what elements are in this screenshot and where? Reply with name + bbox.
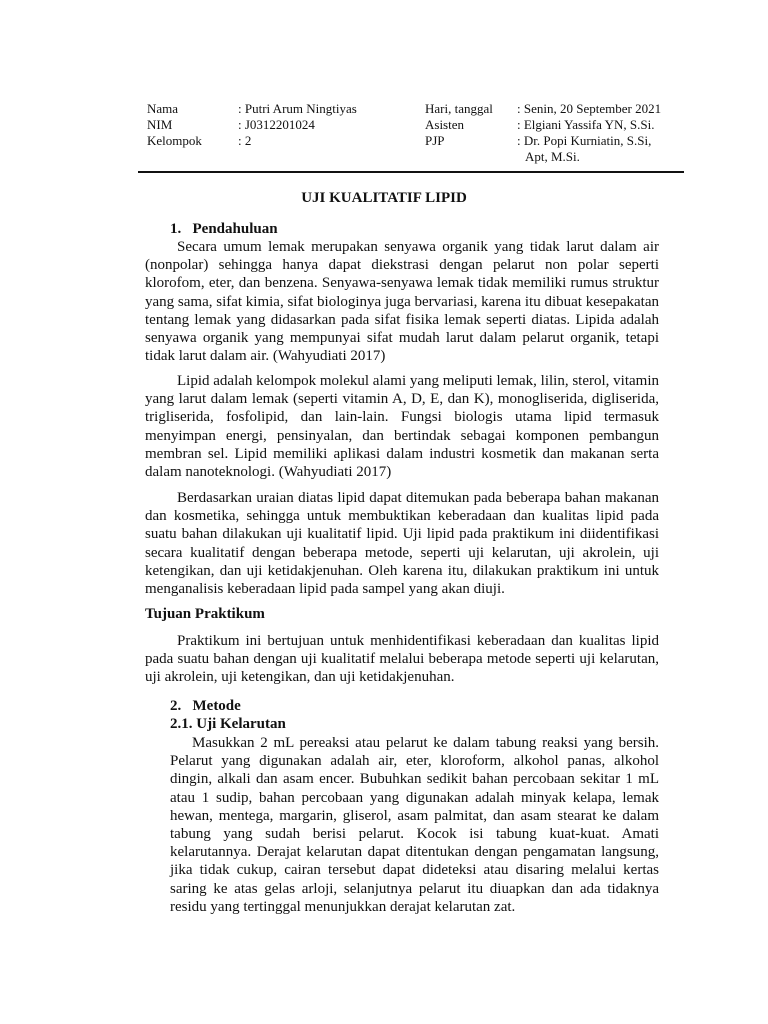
header-labels-left <box>147 101 202 149</box>
value-pjp: : Dr. Popi Kurniatin, S.Si, <box>517 133 652 148</box>
paragraph-intro-3: Berdasarkan uraian diatas lipid dapat ditemukan pada beberapa bahan makanan dan kosmetika, sehingga untuk membuktikan keberadaan dan kualitas lipid pada suatu bahan dilakukan uji kualitatif lipid. Uji lipid pada praktikum ini diidentifikasi secara kualitatif dengan beberapa metode, seperti uji kelarutan, uji akrolein, uji ketengikan, dan uji ketidakjenuhan. Oleh karena itu, dilakukan praktikum ini untuk menganalisis keberadaan lipid pada sampel yang akan diuji. <box>145 490 659 598</box>
header-divider <box>138 171 684 173</box>
paragraph-uji-kelarutan: Masukkan 2 mL pereaksi atau pelarut ke dalam tabung reaksi yang bersih. Pelarut yang digunakan adalah air, eter, kloroform, alkohol panas, alkohol dingin, alkali dan asam encer. Bubuhkan sedikit bahan percobaan sekitar 1 mL atau 1 sudip, bahan percobaan yang digunakan adalah minyak kelapa, lemak hewan, mentega, margarin, gliserol, asam palmitat, dan asam stearat ke dalam tabung yang sudah berisi pelarut. Kocok isi tabung kuat-kuat. Amati kelarutannya. Derajat kelarutan dapat ditentukan dengan pengamatan langsung, jika tidak cukup, cairan tersebut dapat dideteksi atau disaring melalui kertas saring ke atas gelas arloji, selanjutnya pelarut itu diuapkan dan ada tidaknya residu yang tertinggal menunjukkan derajat kelarutan zat. <box>170 735 659 915</box>
label-pjp: PJP <box>425 133 445 148</box>
value-pjp-cont: Apt, M.Si. <box>525 149 580 164</box>
paragraph-intro-1: Secara umum lemak merupakan senyawa organik yang tidak larut dalam air (nonpolar) sehingga hanya dapat diekstrasi dengan pelarut non polar seperti klorofom, eter, dan benzena. Senyawa-senyawa lemak tidak memiliki rumus struktur yang sama, sifat kimia, sifat biologinya juga bervariasi, karena itu dibuat kesepakatan tentang lemak yang didasarkan pada sifat fisika lemak seperti diatas. Lipida adalah senyawa organik yang mempunyai sifat mudah larut dalam pelarut organik, tetapi tidak larut dalam air. (Wahyudiati 2017) <box>145 239 659 365</box>
heading-pendahuluan: 1. Pendahuluan <box>170 221 278 237</box>
label-kelompok: Kelompok <box>147 133 202 148</box>
subheading-uji-kelarutan: 2.1. Uji Kelarutan <box>170 716 286 732</box>
document-title: UJI KUALITATIF LIPID <box>301 190 467 206</box>
header-labels-right <box>425 101 493 149</box>
label-asisten: Asisten <box>425 117 464 132</box>
value-hari-tanggal: : Senin, 20 September 2021 <box>517 101 662 116</box>
label-nim: NIM <box>147 117 173 132</box>
heading-metode: 2. Metode <box>170 698 241 714</box>
paragraph-tujuan: Praktikum ini bertujuan untuk menhidentifikasi keberadaan dan kualitas lipid pada suatu bahan dengan uji kualitatif melalui beberapa metode seperti uji kelarutan, uji akrolein, uji ketengikan, dan uji ketidakjenuhan. <box>145 633 659 686</box>
value-kelompok: : 2 <box>238 133 252 148</box>
heading-tujuan: Tujuan Praktikum <box>145 606 265 622</box>
label-nama: Nama <box>147 101 179 116</box>
value-nim: : J0312201024 <box>238 117 315 132</box>
header-values-left <box>238 101 357 149</box>
header-values-right <box>517 101 661 165</box>
value-nama: : Putri Arum Ningtiyas <box>238 101 357 116</box>
value-asisten: : Elgiani Yassifa YN, S.Si. <box>517 117 655 132</box>
paragraph-intro-2: Lipid adalah kelompok molekul alami yang meliputi lemak, lilin, sterol, vitamin yang larut dalam lemak (seperti vitamin A, D, E, dan K), monogliserida, digliserida, trigliserida, fosfolipid, dan lain-lain. Fungsi biologis utama lipid termasuk menyimpan energi, pensinyalan, dan bertindak sebagai komponen pembangun membran sel. Lipid memiliki aplikasi dalam industri kosmetik dan makanan serta dalam nanoteknologi. (Wahyudiati 2017) <box>145 373 659 481</box>
label-hari-tanggal: Hari, tanggal <box>425 101 493 116</box>
